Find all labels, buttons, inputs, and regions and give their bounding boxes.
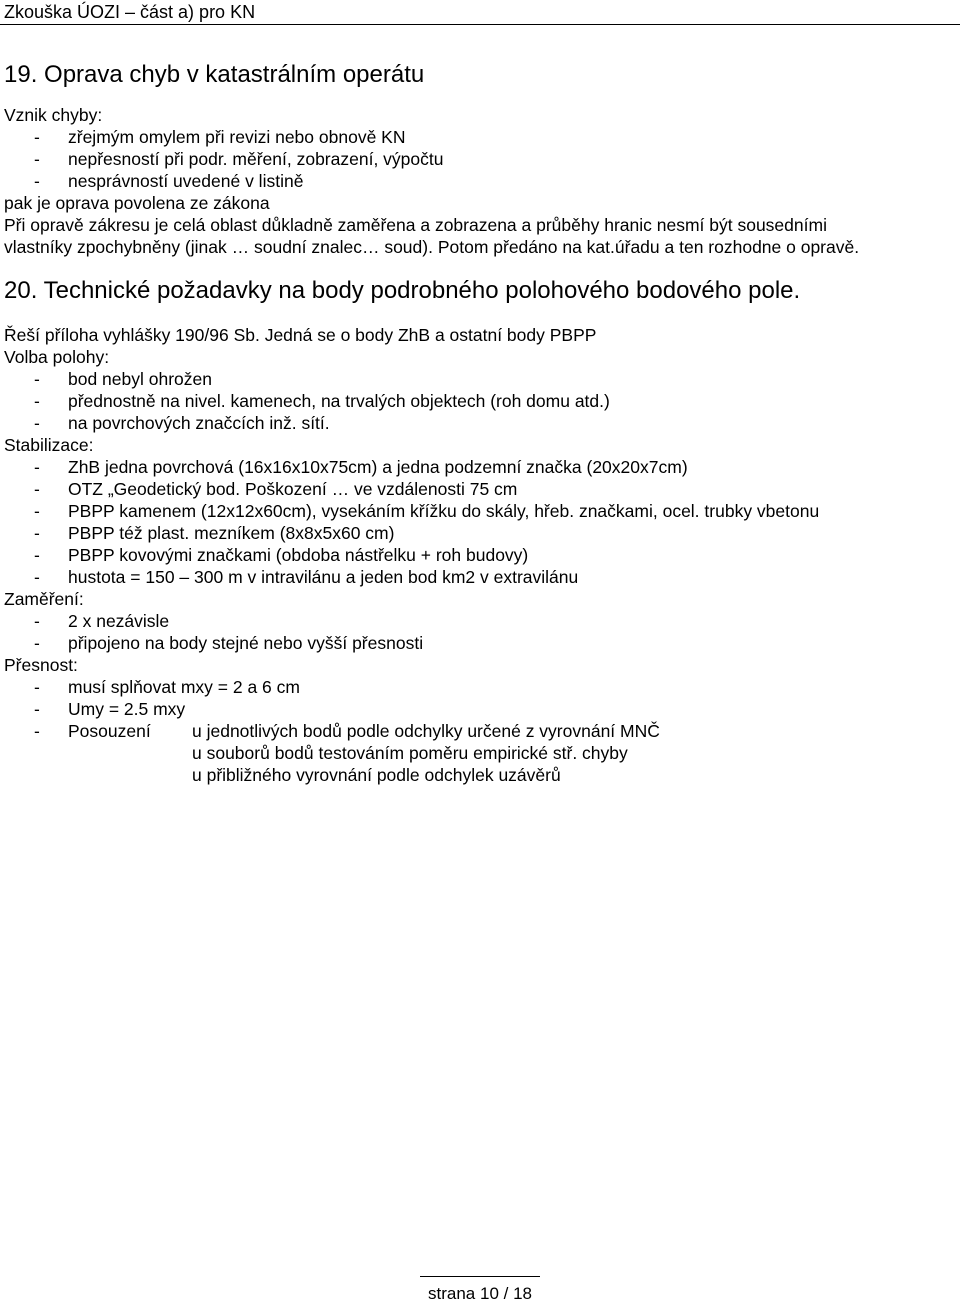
list-item: - Posouzení u jednotlivých bodů podle odchylky určené z vyrovnání MNČ [34, 721, 660, 741]
paragraph: Řeší příloha vyhlášky 190/96 Sb. Jedná se o body ZhB a ostatní body PBPP [4, 325, 597, 345]
page-number: strana 10 / 18 [428, 1284, 532, 1303]
list-item: - hustota = 150 – 300 m v intravilánu a jeden bod km2 v extravilánu [34, 567, 579, 587]
zamereni-label: Zaměření: [4, 589, 84, 609]
section-19-title: 19. Oprava chyb v katastrálním operátu [4, 61, 425, 88]
list-item: - zřejmým omylem při revizi nebo obnově KN [34, 127, 406, 147]
section-20-title: 20. Technické požadavky na body podrobného polohového bodového pole. [4, 277, 801, 304]
stabilizace-label: Stabilizace: [4, 435, 94, 455]
vznik-label: Vznik chyby: [4, 105, 103, 125]
list-item: - přednostně na nivel. kamenech, na trvalých objektech (roh domu atd.) [34, 391, 610, 411]
document-body [4, 60, 956, 786]
list-item: - musí splňovat mxy = 2 a 6 cm [34, 677, 300, 697]
header-rule [0, 24, 960, 25]
posouzeni-line: u přibližného vyrovnání podle odchylek uzávěrů [192, 765, 561, 785]
list-item: - PBPP kovovými značkami (obdoba nástřelku + roh budovy) [34, 545, 529, 565]
list-item: - bod nebyl ohrožen [34, 369, 212, 389]
list-item: - OTZ „Geodetický bod. Poškození … ve vzdálenosti 75 cm [34, 479, 518, 499]
list-item: - PBPP též plast. mezníkem (8x8x5x60 cm) [34, 523, 395, 543]
list-item: - na povrchových značcích inž. sítí. [34, 413, 330, 433]
list-item: - nesprávností uvedené v listině [34, 171, 304, 191]
presnost-label: Přesnost: [4, 655, 78, 675]
footer-rule [420, 1276, 540, 1277]
list-item: - 2 x nezávisle [34, 611, 170, 631]
page-header-title: Zkouška ÚOZI – část a) pro KN [4, 2, 256, 22]
list-item: - nepřesností při podr. měření, zobrazení, výpočtu [34, 149, 444, 169]
list-item: - PBPP kamenem (12x12x60cm), vysekáním křížku do skály, hřeb. značkami, ocel. trubky vbetonu [34, 501, 820, 521]
volba-label: Volba polohy: [4, 347, 110, 367]
list-item: - připojeno na body stejné nebo vyšší přesnosti [34, 633, 424, 653]
posouzeni-label: Posouzení [68, 721, 151, 741]
paragraph: pak je oprava povolena ze zákona [4, 193, 270, 213]
list-item: - ZhB jedna povrchová (16x16x10x75cm) a jedna podzemní značka (20x20x7cm) [34, 457, 688, 477]
paragraph: Při opravě zákresu je celá oblast důkladně zaměřena a zobrazena a průběhy hranic nesmí být sousedními [4, 215, 827, 235]
posouzeni-line: u souborů bodů testováním poměru empirické stř. chyby [192, 743, 628, 763]
paragraph: vlastníky zpochybněny (jinak … soudní znalec… soud). Potom předáno na kat.úřadu a ten rozhodne o opravě. [4, 237, 860, 257]
list-item: - Umy = 2.5 mxy [34, 699, 186, 719]
